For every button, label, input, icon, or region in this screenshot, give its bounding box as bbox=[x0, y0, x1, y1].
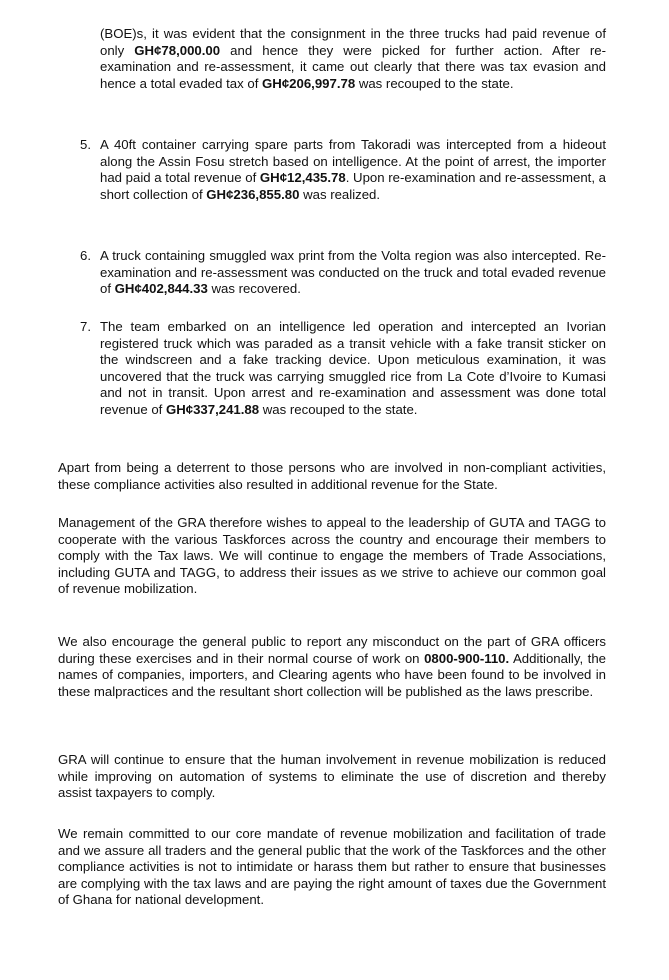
amount-bold: GH¢12,435.78 bbox=[259, 170, 346, 186]
list-item-continuation: (BOE)s, it was evident that the consignment in the three trucks had paid revenue of only GH¢78,000.00 and hence they were picked for further action. After re-examination and re-assessment, it came out clearly that there was tax evasion and hence a total evaded tax of GH¢206,997.78 was recouped to the state. bbox=[100, 26, 606, 91]
body-paragraph: We also encourage the general public to report any misconduct on the part of GRA officers during these exercises and in their normal course of work on 0800-900-110. Additionally, the names of companies, importers, and Clearing agents who have been found to be involved in these malpractices and the resultant short collection will be published as the laws prescribe. bbox=[58, 634, 607, 699]
body-paragraph: Apart from being a deterrent to those persons who are involved in non-compliant activities, these compliance activities also resulted in additional revenue for the State. bbox=[58, 460, 606, 492]
amount-bold: GH¢402,844.33 bbox=[114, 281, 208, 297]
list-item: A truck containing smuggled wax print from the Volta region was also intercepted. Re-examination and re-assessment was conducted on the truck and total evaded revenue of GH¢402,844.33 was recovered. bbox=[100, 248, 606, 297]
amount-bold: GH¢236,855.80 bbox=[206, 186, 300, 202]
amount-bold: GH¢78,000.00 bbox=[134, 42, 221, 58]
list-item: A 40ft container carrying spare parts from Takoradi was intercepted from a hideout along the Assin Fosu stretch based on intelligence. At the point of arrest, the importer had paid a total revenue of GH¢12,435.78. Upon re-examination and re-assessment, a short collection of GH¢236,855.80 was realized. bbox=[100, 137, 606, 202]
body-paragraph: We remain committed to our core mandate of revenue mobilization and facilitation of trade and we assure all traders and the general public that the work of the Taskforces and the other compliance activities is not to intimidate or harass them but rather to ensure that businesses are complying with the tax laws and are paying the right amount of taxes due the Government of Ghana for national development. bbox=[58, 826, 606, 908]
list-number: 6. bbox=[80, 248, 91, 263]
hotline-number: 0800-900-110. bbox=[424, 650, 510, 666]
body-paragraph: Management of the GRA therefore wishes to appeal to the leadership of GUTA and TAGG to cooperate with the various Taskforces across the country and encourage their members to comply with the Tax laws. We will continue to engage the members of Trade Associations, including GUTA and TAGG, to address their issues as we strive to achieve our common goal of revenue mobilization. bbox=[58, 515, 606, 597]
amount-bold: GH¢206,997.78 bbox=[262, 75, 356, 91]
list-number: 7. bbox=[80, 319, 91, 334]
amount-bold: GH¢337,241.88 bbox=[165, 401, 260, 417]
list-item: The team embarked on an intelligence led operation and intercepted an Ivorian registered truck which was paraded as a transit vehicle with a fake transit sticker on the windscreen and a fake tracking device. Upon meticulous examination, it was uncovered that the truck was carrying smuggled rice from La Cote d’Ivoire to Kumasi and not in transit. Upon arrest and re-examination and assessment was done total revenue of GH¢337,241.88 was recouped to the state. bbox=[100, 319, 606, 417]
body-paragraph: GRA will continue to ensure that the human involvement in revenue mobilization is reduced while improving on automation of systems to eliminate the use of discretion and thereby assist taxpayers to comply. bbox=[58, 752, 606, 801]
list-number: 5. bbox=[80, 137, 91, 152]
